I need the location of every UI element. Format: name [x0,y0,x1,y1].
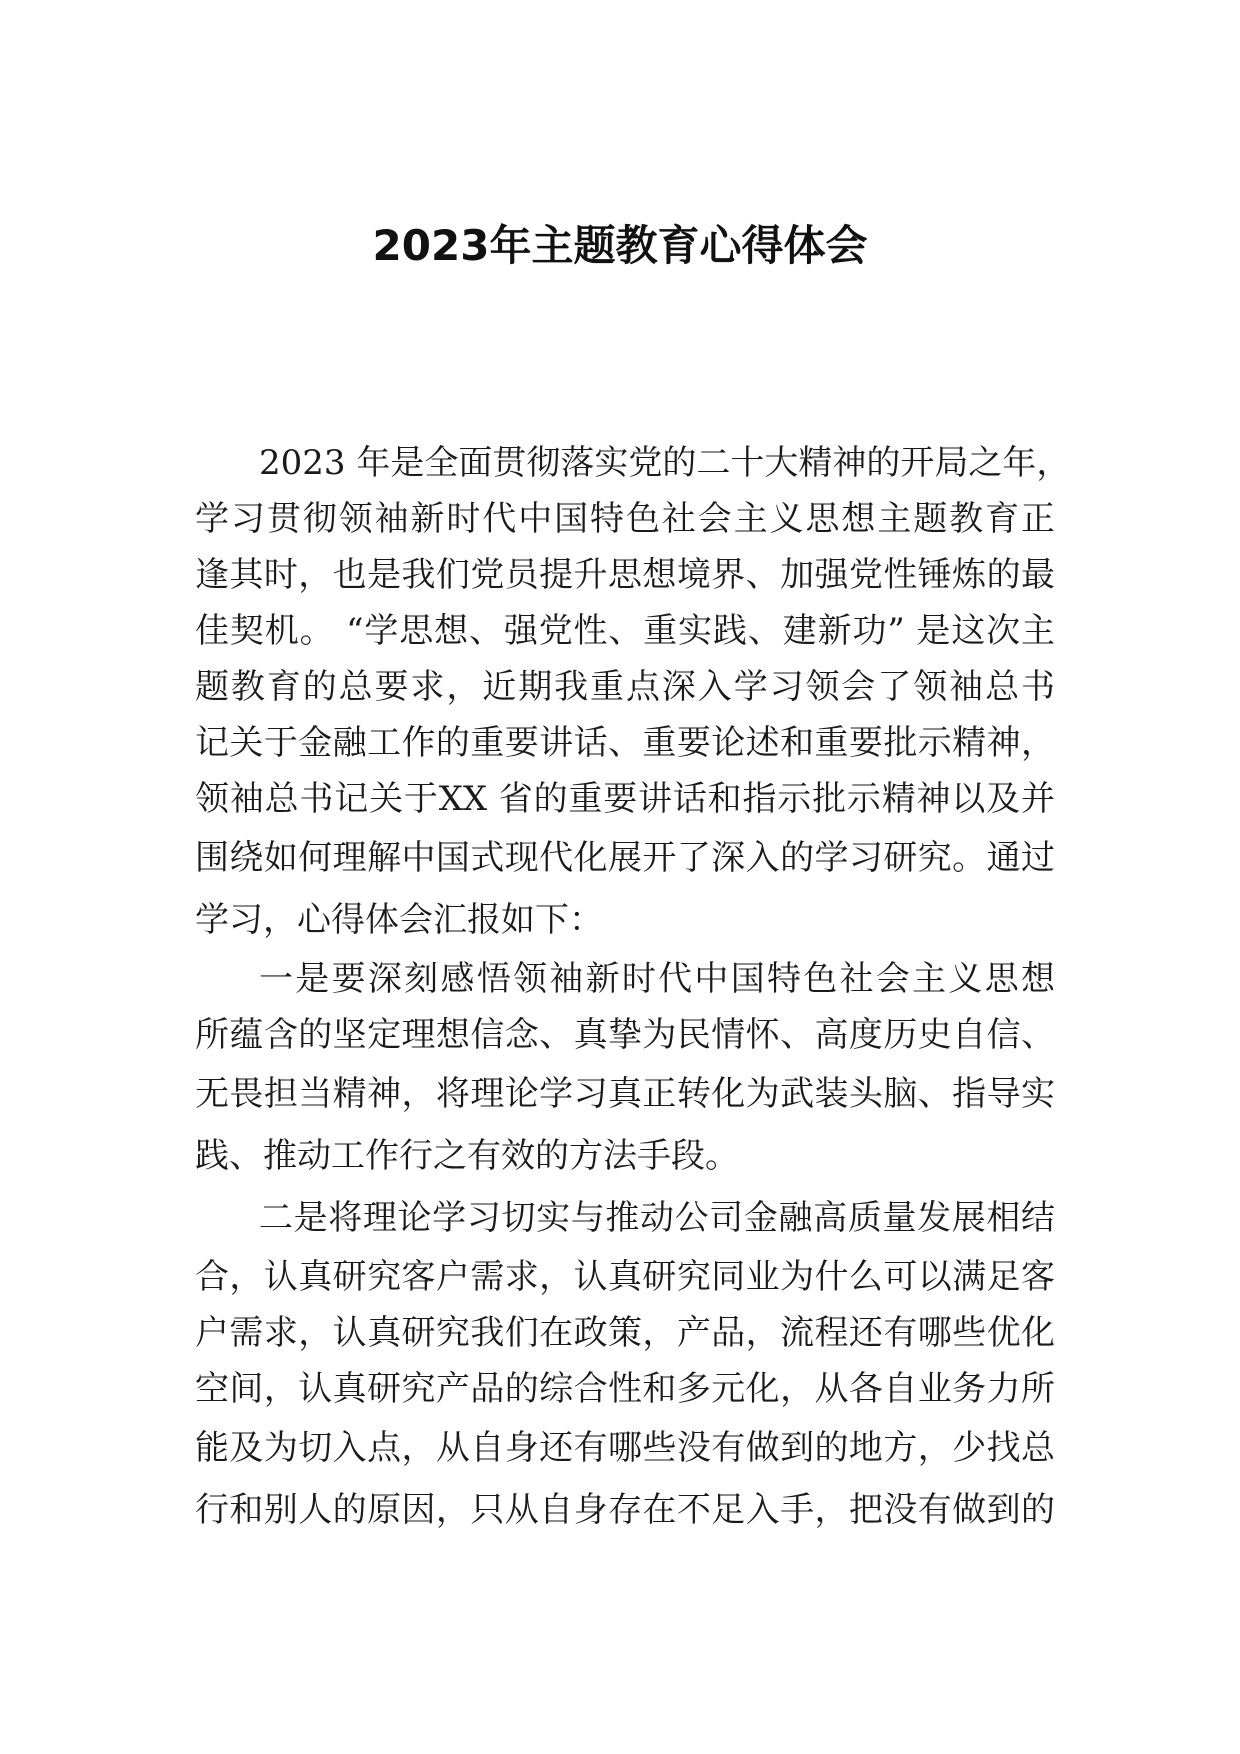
document-title: 2023年主题教育心得体会 [372,221,868,270]
paragraph-line: 2023 年是全面贯彻落实党的二十大精神的开局之年， [259,443,1071,483]
paragraph-line: 能及为切入点，从自身还有哪些没有做到的地方，少找总 [195,1428,1055,1468]
paragraph-line: 逢其时，也是我们党员提升思想境界、加强党性锤炼的最 [195,555,1055,595]
paragraph-line: 领袖总书记关于XX 省的重要讲话和指示批示精神以及并 [195,779,1055,819]
paragraph-line: 学习贯彻领袖新时代中国特色社会主义思想主题教育正 [195,499,1055,539]
paragraph-line: 围绕如何理解中国式现代化展开了深入的学习研究。通过 [195,838,1055,878]
paragraph-line: 合，认真研究客户需求，认真研究同业为什么可以满足客 [195,1257,1055,1297]
paragraph-point-one [195,951,1055,1187]
paragraph-line: 行和别人的原因，只从自身存在不足入手，把没有做到的 [195,1490,1055,1530]
paragraph-line: 空间，认真研究产品的综合性和多元化，从各自业务力所 [195,1369,1055,1409]
paragraph-line: 佳契机。 “学思想、强党性、重实践、建新功” 是这次主 [195,611,1055,651]
paragraph-line: 践、推动工作行之有效的方法手段。 [195,1136,739,1176]
paragraph-intro [195,435,1071,951]
paragraph-line: 二是将理论学习切实与推动公司金融高质量发展相结 [259,1198,1055,1238]
paragraph-line: 无畏担当精神，将理论学习真正转化为武装头脑、指导实 [195,1074,1055,1114]
paragraph-line: 户需求，认真研究我们在政策，产品，流程还有哪些优化 [195,1313,1055,1353]
document-body [195,435,1071,1541]
paragraph-line: 一是要深刻感悟领袖新时代中国特色社会主义思想 [259,959,1055,999]
paragraph-line: 题教育的总要求，近期我重点深入学习领会了领袖总书 [195,667,1055,707]
paragraph-line: 所蕴含的坚定理想信念、真挚为民情怀、高度历史自信、 [195,1015,1055,1055]
paragraph-line: 学习，心得体会汇报如下： [195,900,603,940]
paragraph-point-two [195,1187,1055,1541]
paragraph-line: 记关于金融工作的重要讲话、重要论述和重要批示精神， [195,723,1055,763]
